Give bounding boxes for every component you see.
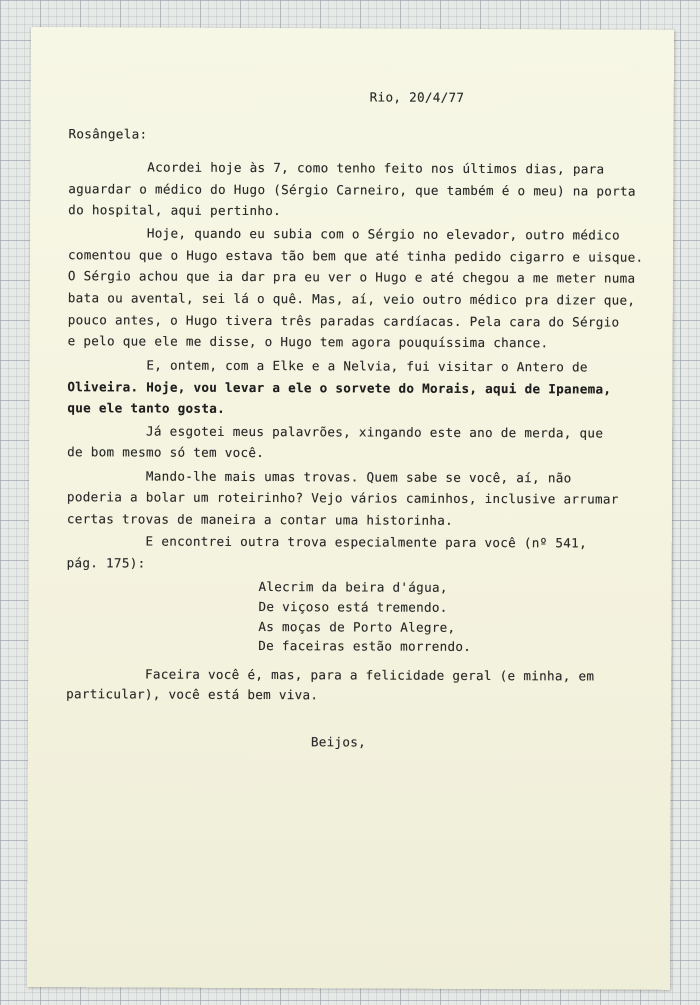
paragraph-line: pág. 175): bbox=[66, 555, 146, 571]
paragraph-line: E, ontem, com a Elke e a Nelvia, fui visitar o Antero de bbox=[67, 357, 588, 375]
letter-salutation: Rosângela: bbox=[68, 126, 148, 142]
paragraph-line: do hospital, aqui pertinho. bbox=[68, 202, 282, 219]
paragraph-line: E encontrei outra trova especialmente para você (nº 541, bbox=[66, 533, 588, 551]
paragraph-line: O Sérgio achou que ia dar pra eu ver o Hugo e até chegou a me meter numa bbox=[67, 268, 636, 286]
paragraph-line: Hoje, quando eu subia com o Sérgio no elevador, outro médico bbox=[68, 225, 620, 243]
paragraph-line: aguardar o médico do Hugo (Sérgio Carneiro, que também é o meu) na porta bbox=[68, 181, 636, 199]
paragraph-line: comentou que o Hugo estava tão bem que até tinha pedido cigarro e uisque. bbox=[67, 247, 644, 265]
paragraph-line: Acordei hoje às 7, como tenho feito nos últimos dias, para bbox=[68, 159, 605, 177]
paragraph-line: bata ou avental, sei lá o quê. Mas, aí, veio outro médico pra dizer que, bbox=[67, 290, 636, 308]
paragraph-line: e pelo que ele me disse, o Hugo tem agora pouquíssima chance. bbox=[67, 333, 549, 351]
poem-line: De faceiras estão morrendo. bbox=[258, 637, 472, 654]
paragraph-line: Mando-lhe mais umas trovas. Quem sabe se você, aí, não bbox=[67, 468, 572, 486]
paragraph-line: que ele tanto gosta. bbox=[67, 400, 226, 416]
paragraph-line: pouco antes, o Hugo tivera três paradas cardíacas. Pela cara do Sérgio bbox=[67, 312, 620, 330]
paragraph-line: poderia a bolar um roteirinho? Vejo vários caminhos, inclusive arrumar bbox=[66, 489, 619, 507]
paragraph-line: certas trovas de maneira a contar uma historinha. bbox=[66, 511, 454, 528]
paragraph-line: de bom mesmo só tem você. bbox=[67, 444, 265, 461]
paragraph-line: Já esgotei meus palavrões, xingando este ano de merda, que bbox=[67, 423, 604, 441]
poem-line: Alecrim da beira d'água, bbox=[258, 578, 448, 595]
paragraph-line: Oliveira. Hoje, vou levar a ele o sorvete do Morais, aqui de Ipanema, bbox=[67, 379, 612, 397]
poem-line: As moças de Porto Alegre, bbox=[258, 618, 456, 635]
letter-signoff: Beijos, bbox=[310, 734, 367, 750]
letter-page bbox=[27, 27, 674, 990]
letter-date: Rio, 20/4/77 bbox=[369, 89, 465, 105]
paragraph-line: Faceira você é, mas, para a felicidade geral (e minha, em bbox=[66, 666, 595, 684]
poem-line: De viçoso está tremendo. bbox=[258, 598, 448, 615]
paragraph-line: particular), você está bem viva. bbox=[66, 686, 319, 703]
